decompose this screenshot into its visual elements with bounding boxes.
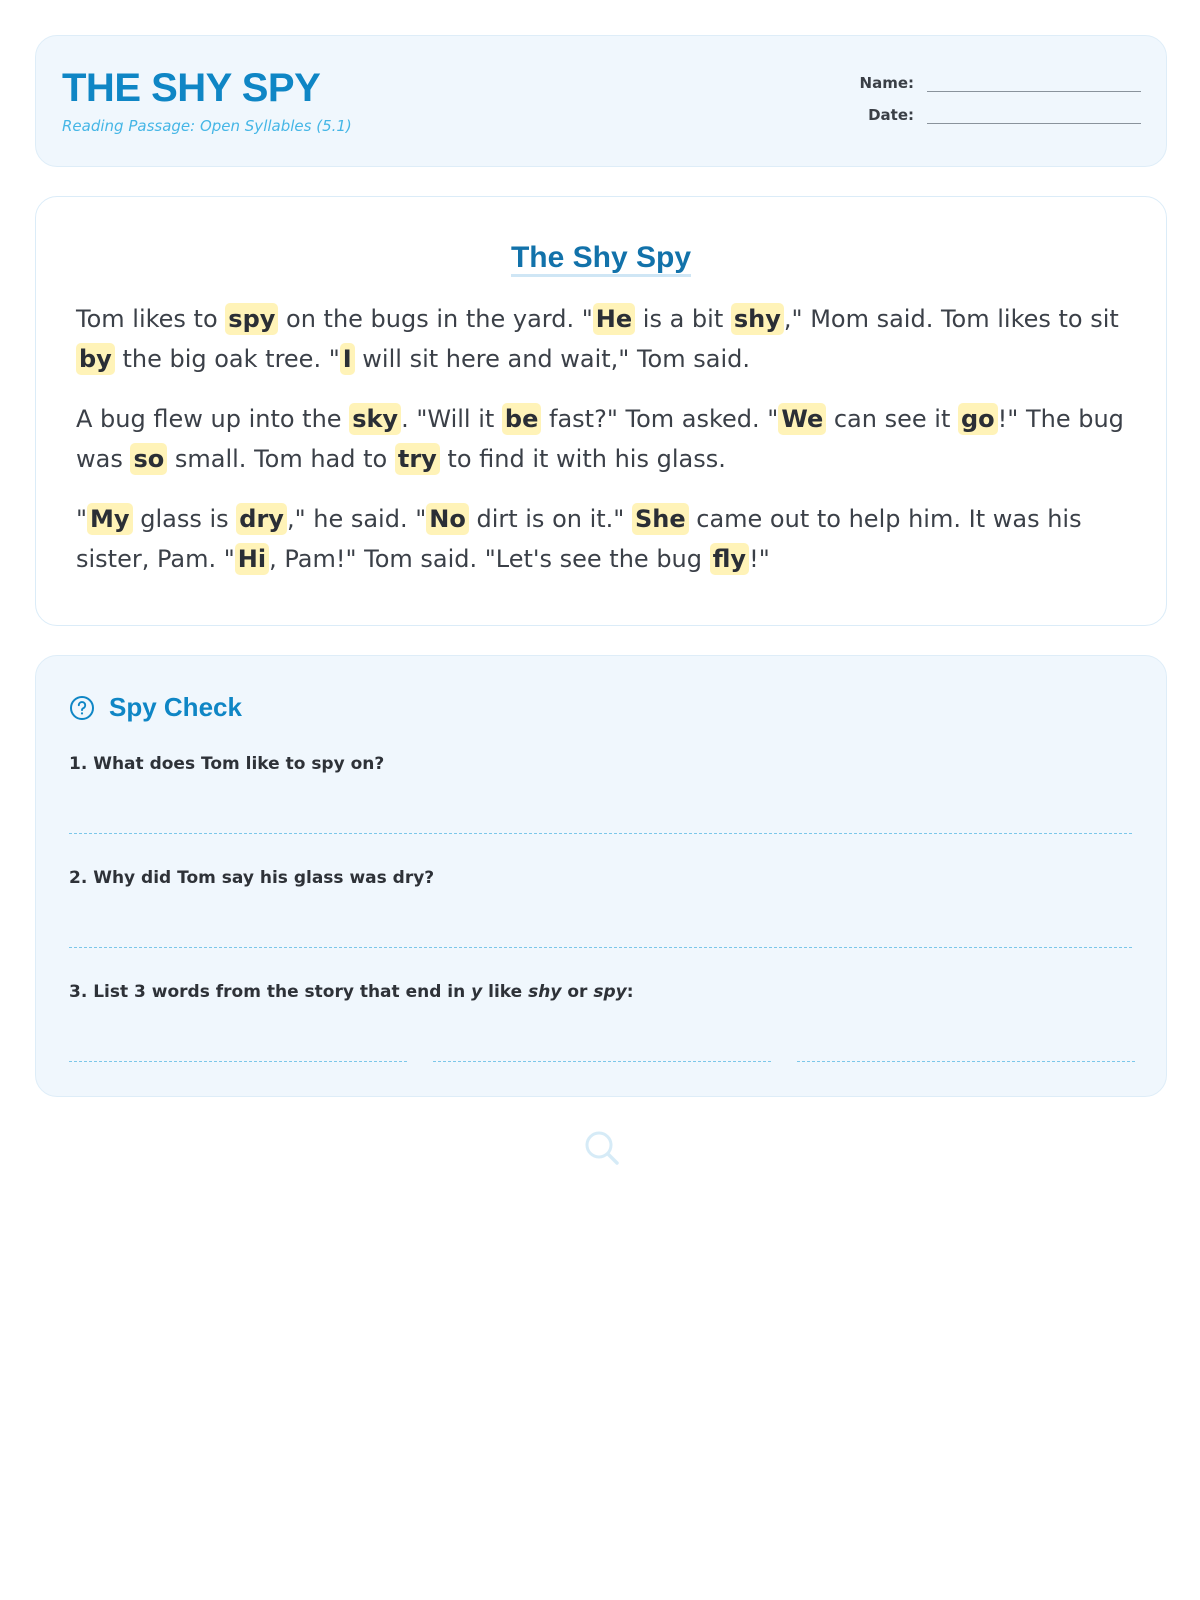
worksheet-header bbox=[35, 35, 1167, 167]
text: , Pam!" Tom said. "Let's see the bug bbox=[269, 545, 710, 573]
highlight-word: be bbox=[502, 403, 541, 435]
highlight-word: She bbox=[632, 503, 689, 535]
text: dirt is on it." bbox=[468, 505, 632, 533]
text: fast?" Tom asked. " bbox=[541, 405, 779, 433]
text: Tom likes to bbox=[76, 305, 226, 333]
text: can see it bbox=[826, 405, 958, 433]
answer-line-3b[interactable] bbox=[433, 1060, 771, 1062]
highlight-word: shy bbox=[731, 303, 784, 335]
answer-line-3a[interactable] bbox=[69, 1060, 407, 1062]
answer-line-1[interactable] bbox=[69, 832, 1132, 834]
name-field-line[interactable] bbox=[927, 74, 1141, 92]
highlight-word: Hi bbox=[235, 543, 269, 575]
highlight-word: so bbox=[130, 443, 167, 475]
text: came out to help him. It was his sister, Pam. " bbox=[76, 505, 1082, 573]
worksheet-subtitle: Reading Passage: Open Syllables (5.1) bbox=[62, 117, 352, 135]
text: to find it with his glass. bbox=[439, 445, 726, 473]
passage-paragraph-2 bbox=[76, 399, 1131, 479]
highlight-word: dry bbox=[236, 503, 287, 535]
text: !" The bug was bbox=[76, 405, 1124, 473]
answer-line-2[interactable] bbox=[69, 946, 1132, 948]
text: A bug flew up into the bbox=[76, 405, 350, 433]
text: on the bugs in the yard. " bbox=[278, 305, 593, 333]
name-label: Name: bbox=[859, 74, 914, 92]
text: . "Will it bbox=[401, 405, 502, 433]
highlight-word: go bbox=[958, 403, 998, 435]
highlight-word: He bbox=[593, 303, 635, 335]
highlight-word: We bbox=[778, 403, 826, 435]
passage-paragraph-1 bbox=[76, 299, 1131, 379]
question-2: 2. Why did Tom say his glass was dry? bbox=[69, 868, 435, 888]
date-row bbox=[854, 106, 1141, 124]
text: like bbox=[482, 982, 529, 1002]
text: ," he said. " bbox=[286, 505, 427, 533]
date-label: Date: bbox=[868, 106, 914, 124]
worksheet-title: THE SHY SPY bbox=[62, 66, 321, 110]
spy-check-heading bbox=[69, 692, 242, 723]
text: y bbox=[471, 982, 483, 1002]
passage-paragraph-3 bbox=[76, 499, 1131, 579]
highlight-word: sky bbox=[349, 403, 401, 435]
text: shy bbox=[528, 982, 562, 1002]
spy-check-card bbox=[35, 655, 1167, 1097]
magnifier-icon bbox=[582, 1128, 622, 1168]
text: " bbox=[76, 505, 88, 533]
text: ," Mom said. Tom likes to sit bbox=[783, 305, 1119, 333]
highlight-word: spy bbox=[225, 303, 278, 335]
passage-title-text: The Shy Spy bbox=[511, 241, 691, 277]
answer-line-3c[interactable] bbox=[797, 1060, 1135, 1062]
date-field-line[interactable] bbox=[927, 106, 1141, 124]
text: !" bbox=[749, 545, 770, 573]
highlight-word: fly bbox=[710, 543, 749, 575]
text: the big oak tree. " bbox=[114, 345, 340, 373]
highlight-word: try bbox=[395, 443, 440, 475]
highlight-word: I bbox=[340, 343, 355, 375]
highlight-word: No bbox=[426, 503, 469, 535]
text: or bbox=[561, 982, 594, 1002]
text: : bbox=[626, 982, 634, 1002]
name-row bbox=[854, 74, 1141, 92]
text: glass is bbox=[132, 505, 237, 533]
passage-title bbox=[36, 241, 1166, 275]
text: 3. List 3 words from the story that end in bbox=[69, 982, 472, 1002]
text: spy bbox=[593, 982, 627, 1002]
highlight-word: by bbox=[76, 343, 115, 375]
reading-passage-card bbox=[35, 196, 1167, 626]
question-circle-icon bbox=[69, 695, 95, 721]
spy-check-title: Spy Check bbox=[109, 692, 242, 722]
text: will sit here and wait," Tom said. bbox=[354, 345, 750, 373]
question-3 bbox=[69, 982, 634, 1002]
highlight-word: My bbox=[87, 503, 133, 535]
question-1: 1. What does Tom like to spy on? bbox=[69, 754, 385, 774]
text: is a bit bbox=[635, 305, 731, 333]
text: small. Tom had to bbox=[167, 445, 395, 473]
